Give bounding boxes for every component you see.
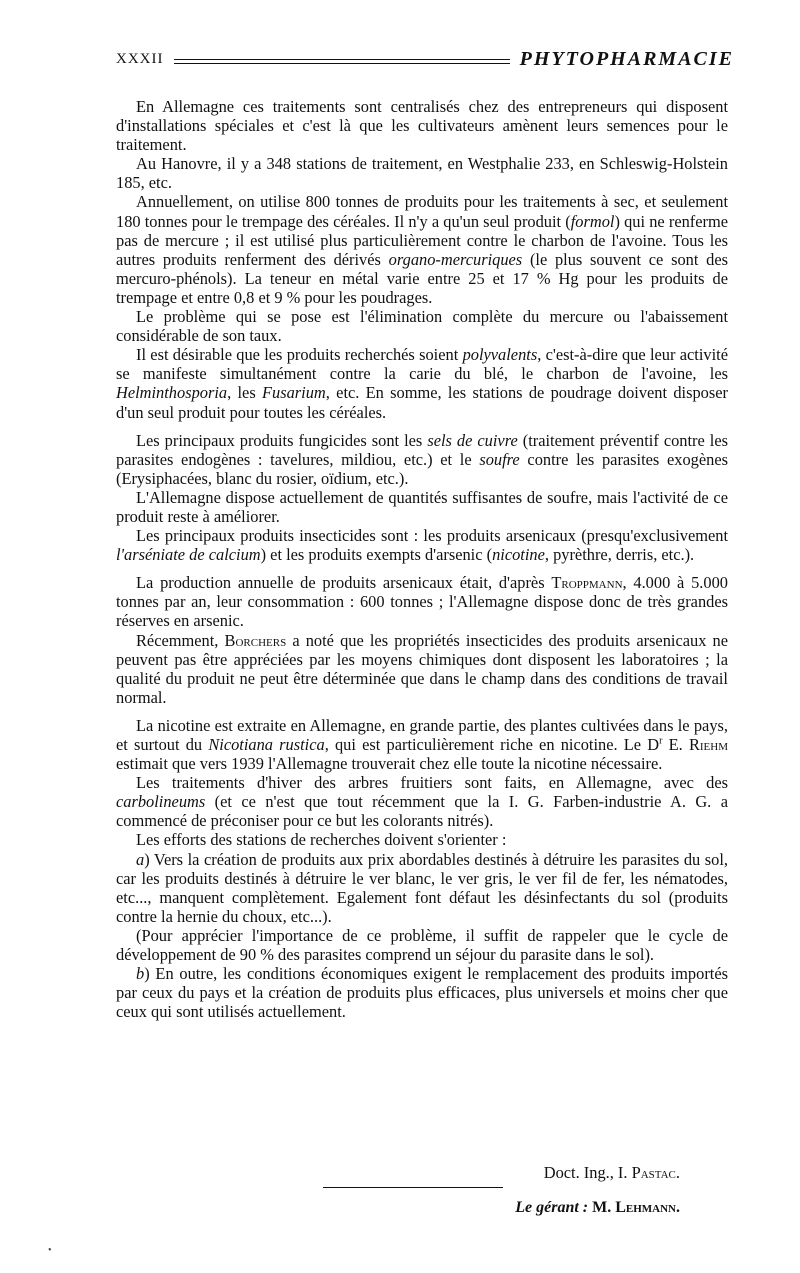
author-signature xyxy=(544,1163,680,1183)
italic-text: Helminthosporia xyxy=(116,383,228,403)
signature-name: Pastac xyxy=(631,1163,676,1182)
text-run: ) En outre, les conditions économiques exigent le remplacement des produits importés par ceux du pays et la création de produits plus efficaces, plus universels et moins cher que ceux qui sont utilisés actuellement. xyxy=(116,964,728,1022)
paragraph xyxy=(116,773,728,830)
text-run: (le plus souvent ce sont des mercuro-phénols). La teneur en métal varie entre 25 et 17 % Hg pour les produits de trempage et entre 0,8 et 9 % pour les poudrages. xyxy=(116,249,728,307)
text-run: Les principaux produits fungicides sont les xyxy=(136,430,428,450)
paragraph xyxy=(116,830,728,849)
text-run: , etc. En somme, les stations de poudrage doivent disposer d'un seul produit pour toutes les céréales. xyxy=(116,383,728,422)
italic-text: formol xyxy=(570,211,615,231)
text-run: Le problème qui se pose est l'élimination complète du mercure ou l'abaissement considérable de son taux. xyxy=(116,307,728,346)
text-run: , les xyxy=(227,383,263,403)
paragraph xyxy=(116,716,728,773)
paragraph xyxy=(116,192,728,307)
author-name: Riehm xyxy=(688,735,728,754)
paragraph xyxy=(116,97,728,154)
gerant-line xyxy=(515,1199,680,1217)
paragraph xyxy=(116,345,728,421)
paragraph xyxy=(116,307,728,345)
text-run: (Pour apprécier l'importance de ce problème, il suffit de rappeler que le cycle de développement de 90 % des parasites comprend un séjour du parasite dans le sol). xyxy=(116,925,728,965)
paragraph xyxy=(116,573,728,630)
text-run: ) et les produits exempts d'arsenic ( xyxy=(260,545,493,565)
paragraph xyxy=(116,488,728,526)
text-run: Les traitements d'hiver des arbres fruitiers sont faits, en Allemagne, avec des xyxy=(136,773,728,793)
text-run: , qui est particulièrement riche en nicotine. Le D xyxy=(324,735,660,754)
signature-prefix: Doct. Ing., I. xyxy=(543,1163,632,1182)
page-header xyxy=(116,44,734,74)
text-run: , 4.000 à 5.000 tonnes par an, leur consommation : 600 tonnes ; l'Allemagne dispose donc de très grandes réserves en arsenic. xyxy=(116,573,728,631)
paragraph xyxy=(116,850,728,926)
text-run: estimait que vers 1939 l'Allemagne trouverait chez elle toute la nicotine nécessaire. xyxy=(116,754,663,774)
text-run: ) Vers la création de produits aux prix abordables destinés à détruire les parasites du sol, car les produits destinés à détruire le ver blanc, le ver gris, le ver fil de fer, les nématodes, etc..., manquent complètement. Egalement font défaut les désinfectants du sol (produits contre la hernie du choux, etc...). xyxy=(116,849,728,926)
text-run: Les principaux produits insecticides sont : les produits arsenicaux (presqu'exclusivement xyxy=(136,526,728,546)
text-run: Au Hanovre, il y a 348 stations de traitement, en Westphalie 233, en Schleswig-Holstein 185, etc. xyxy=(116,154,728,193)
signature-suffix: . xyxy=(675,1163,680,1182)
text-run: a noté que les propriétés insecticides des produits arsenicaux ne peuvent pas être appréciées par les moyens chimiques dont disposent les laboratoires ; la qualité du produit ne peut être déterminée que dans le champ dans des conditions de travail normal. xyxy=(116,630,728,707)
page-number: XXXII xyxy=(116,50,164,67)
text-run: La nicotine est extraite en Allemagne, en grande partie, des plantes cultivées dans le pays, et surtout du xyxy=(116,715,728,754)
author-name: Borchers xyxy=(224,630,287,650)
text-run: , c'est-à-dire que leur activité se manifeste simultanément contre la carie du blé, le charbon de l'avoine, les xyxy=(116,345,728,384)
italic-text: Nicotiana rustica xyxy=(208,735,325,754)
closing-rule xyxy=(323,1187,503,1188)
italic-text: carbolineums xyxy=(116,792,206,812)
italic-text: Fusarium xyxy=(262,383,326,403)
gerant-name: M. Lehmann xyxy=(592,1199,676,1216)
running-title: PHYTOPHARMACIE xyxy=(519,47,734,70)
italic-text: polyvalents xyxy=(462,345,538,365)
paragraph xyxy=(116,154,728,192)
paragraph xyxy=(116,964,728,1021)
gerant-suffix: . xyxy=(676,1199,680,1216)
text-run: La production annuelle de produits arsenicaux était, d'après xyxy=(136,573,552,593)
italic-text: organo-mercuriques xyxy=(388,249,523,269)
header-rule xyxy=(174,59,510,64)
italic-text: sels de cuivre xyxy=(427,430,518,450)
text-run: (et ce n'est que tout récemment que la I. G. Farben-industrie A. G. a commencé de préconiser pour ce but les colorants nitrés). xyxy=(116,792,728,831)
italic-text: nicotine xyxy=(492,545,545,565)
italic-text: l'arséniate de calcium xyxy=(116,545,261,565)
text-run: contre les parasites exogènes (Erysiphacées, blanc du rosier, oïdium, etc.). xyxy=(116,449,728,488)
print-speck: • xyxy=(48,1245,52,1256)
text-run: Les efforts des stations de recherches doivent s'orienter : xyxy=(136,830,507,850)
italic-text: soufre xyxy=(479,449,520,469)
gerant-label: Le gérant : xyxy=(515,1199,593,1216)
text-run: Il est désirable que les produits recherchés soient xyxy=(136,345,463,365)
text-run: En Allemagne ces traitements sont centralisés chez des entrepreneurs qui disposent d'installations spéciales et c'est là que les cultivateurs amènent leurs semences pour le traitement. xyxy=(116,97,728,155)
text-run: ) qui ne renferme pas de mercure ; il est utilisé plus particulièrement contre le charbon de l'avoine. Tous les autres produits renferment des dérivés xyxy=(116,211,728,269)
text-run: r xyxy=(659,735,663,747)
italic-text: a xyxy=(136,849,145,869)
paragraph xyxy=(116,526,728,564)
text-run: Récemment, xyxy=(136,630,225,650)
paragraph xyxy=(116,631,728,707)
paragraph xyxy=(116,926,728,964)
author-name: Troppmann xyxy=(551,573,623,593)
text-run: L'Allemagne dispose actuellement de quantités suffisantes de soufre, mais l'activité de ce produit reste à améliorer. xyxy=(116,487,728,526)
paragraph xyxy=(116,431,728,488)
text-run: E. xyxy=(662,735,689,754)
text-run: (traitement préventif contre les parasites endogènes : tavelures, mildiou, etc.) et le xyxy=(116,430,728,469)
text-run: , pyrèthre, derris, etc.). xyxy=(544,545,695,565)
text-run: Annuellement, on utilise 800 tonnes de produits pour les traitements à sec, et seulement 180 tonnes pour le trempage des céréales. Il n'y a qu'un seul produit ( xyxy=(116,192,728,231)
italic-text: b xyxy=(136,964,145,984)
article-body xyxy=(116,97,728,1021)
